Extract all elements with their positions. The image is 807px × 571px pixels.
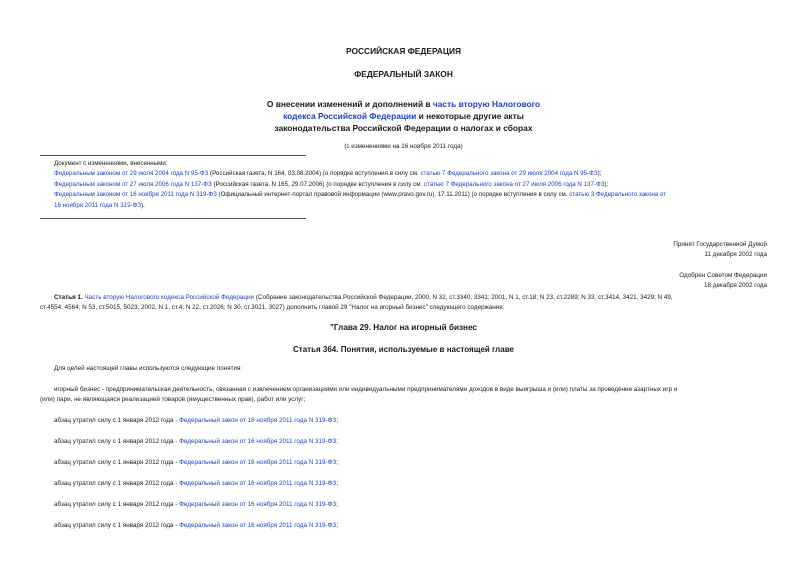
article-1 xyxy=(40,293,770,313)
edition-note: (с изменениями на 16 ноября 2011 года) xyxy=(344,143,463,150)
change-law-link[interactable]: Федеральным законом от 29 июля 2004 года N 95-ФЗ xyxy=(54,170,209,178)
repealed-paragraph: абзац утратил силу с 1 января 2012 года - Федеральный закон от 16 ноября 2011 года N 319-ФЗ; xyxy=(54,480,338,487)
council-label: Одобрен Советом Федерации xyxy=(679,272,767,279)
law-type-heading: ФЕДЕРАЛЬНЫЙ ЗАКОН xyxy=(354,69,453,79)
repeal-law-link[interactable]: Федеральный закон от 16 ноября 2011 года N 319-ФЗ xyxy=(179,501,337,508)
repealed-paragraph: абзац утратил силу с 1 января 2012 года - Федеральный закон от 16 ноября 2011 года N 319-ФЗ; xyxy=(54,501,338,508)
article-1-label: Статья 1. xyxy=(54,294,83,301)
article-1-line-2: ст.4554, 4564; N 53, ст.5015, 5023; 2002, N 1, ст.4; N 22, ст.2026; N 30, ст.3021, 3027) дополнить главой 29 "Налог на игорный бизнес" следующего содержания: xyxy=(40,304,505,312)
duma-adoption xyxy=(673,240,767,260)
tax-code-part2-link[interactable]: часть вторую Налогового xyxy=(432,99,541,109)
repeal-law-link[interactable]: Федеральный закон от 16 ноября 2011 года N 319-ФЗ xyxy=(179,438,337,445)
change-article-link[interactable]: статью 7 Федерального закона от 29 июля 2004 года N 95-ФЗ xyxy=(420,170,598,178)
definitions-intro: Для целей настоящей главы используются следующие понятия: xyxy=(54,365,243,372)
chapter-heading: "Глава 29. Налог на игорный бизнес xyxy=(330,323,477,332)
change-article-link[interactable]: статью 7 Федерального закона от 27 июля 2006 года N 137-ФЗ xyxy=(423,180,605,188)
changes-list xyxy=(54,159,774,211)
repealed-paragraph: абзац утратил силу с 1 января 2012 года - Федеральный закон от 16 ноября 2011 года N 319-ФЗ; xyxy=(54,459,338,466)
tax-code-link[interactable]: кодекса Российской Федерации xyxy=(283,111,417,121)
duma-date: 11 декабря 2002 года xyxy=(704,251,767,259)
repeal-law-link[interactable]: Федеральный закон от 16 ноября 2011 года N 319-ФЗ xyxy=(179,522,337,529)
repealed-paragraph: абзац утратил силу с 1 января 2012 года - Федеральный закон от 16 ноября 2011 года N 319-ФЗ; xyxy=(54,438,338,445)
gambling-business-definition: игорный бизнес - предпринимательская деятельность, связанная с извлечением организациями или индивидуальными предпринимателями доходов в виде выигрыша и (или) платы за проведение азартных игр и (или) пари, не являющаяся реализацией товаров (имущественных прав), работ или услуг; xyxy=(40,386,678,404)
repeal-law-link[interactable]: Федеральный закон от 16 ноября 2011 года N 319-ФЗ xyxy=(179,459,337,466)
change-item: Федеральным законом от 16 ноября 2011 года N 319-ФЗ (Официальный интернет-портал правовой информации (www.pravo.gov.ru), 17.11.2011) (о порядке вступления в силу см. статью 3 Федерального закона от xyxy=(54,191,667,199)
law-title-line-1: О внесении изменений и дополнений в часть вторую Налогового xyxy=(266,99,541,109)
council-date: 18 декабря 2002 года xyxy=(704,282,767,290)
duma-label: Принят Государственной Думой xyxy=(673,241,767,248)
law-title-line-2: кодекса Российской Федерации и некоторые другие акты xyxy=(283,111,524,121)
article-1-line-1: Статья 1. Часть вторую Налогового кодекса Российской Федерации (Собрание законодательства Российской Федерации, 2000, N 32, ст.3340, 3341; 2001, N 1, ст.18; N 23, ст.2289; N 33, ст.3414, 3421, 3429; N 49, xyxy=(54,294,673,301)
change-item: Федеральным законом от 29 июля 2004 года N 95-ФЗ (Российская газета, N 164, 03.08.2004) (о порядке вступления в силу см. статью 7 Федерального закона от 29 июля 2004 года N 95-ФЗ); xyxy=(54,170,602,178)
tax-code-part2-link[interactable]: Часть вторую Налогового кодекса Российской Федерации xyxy=(84,294,255,301)
repealed-paragraph: абзац утратил силу с 1 января 2012 года - Федеральный закон от 16 ноября 2011 года N 319-ФЗ; xyxy=(54,522,338,529)
change-article-link[interactable]: 16 ноября 2011 года N 319-ФЗ xyxy=(54,201,142,209)
change-article-link[interactable]: статью 3 Федерального закона от xyxy=(569,191,667,199)
country-heading: РОССИЙСКАЯ ФЕДЕРАЦИЯ xyxy=(345,46,462,56)
change-item: Федеральным законом от 27 июля 2006 года N 137-ФЗ (Российская газета, N 165, 29.07.2006) (о порядке вступления в силу см. статью 7 Федерального закона от 27 июля 2006 года N 137-ФЗ); xyxy=(54,180,609,188)
top-divider xyxy=(40,155,306,156)
repeal-law-link[interactable]: Федеральный закон от 16 ноября 2011 года N 319-ФЗ xyxy=(179,480,337,487)
change-law-link[interactable]: Федеральным законом от 16 ноября 2011 года N 319-ФЗ xyxy=(54,191,217,199)
change-item-continuation: 16 ноября 2011 года N 319-ФЗ). xyxy=(54,201,145,209)
article-364-heading: Статья 364. Понятия, используемые в настоящей главе xyxy=(293,345,514,354)
repealed-paragraph: абзац утратил силу с 1 января 2012 года - Федеральный закон от 16 ноября 2011 года N 319-ФЗ; xyxy=(54,417,338,424)
changes-intro: Документ с изменениями, внесенными: xyxy=(54,160,168,167)
bottom-divider xyxy=(40,218,306,219)
law-title-line-3: законодательства Российской Федерации о налогах и сборах xyxy=(274,123,533,133)
council-approval xyxy=(679,271,767,291)
change-law-link[interactable]: Федеральным законом от 27 июля 2006 года N 137-ФЗ xyxy=(54,180,212,188)
repeal-law-link[interactable]: Федеральный закон от 16 ноября 2011 года N 319-ФЗ xyxy=(179,417,337,424)
